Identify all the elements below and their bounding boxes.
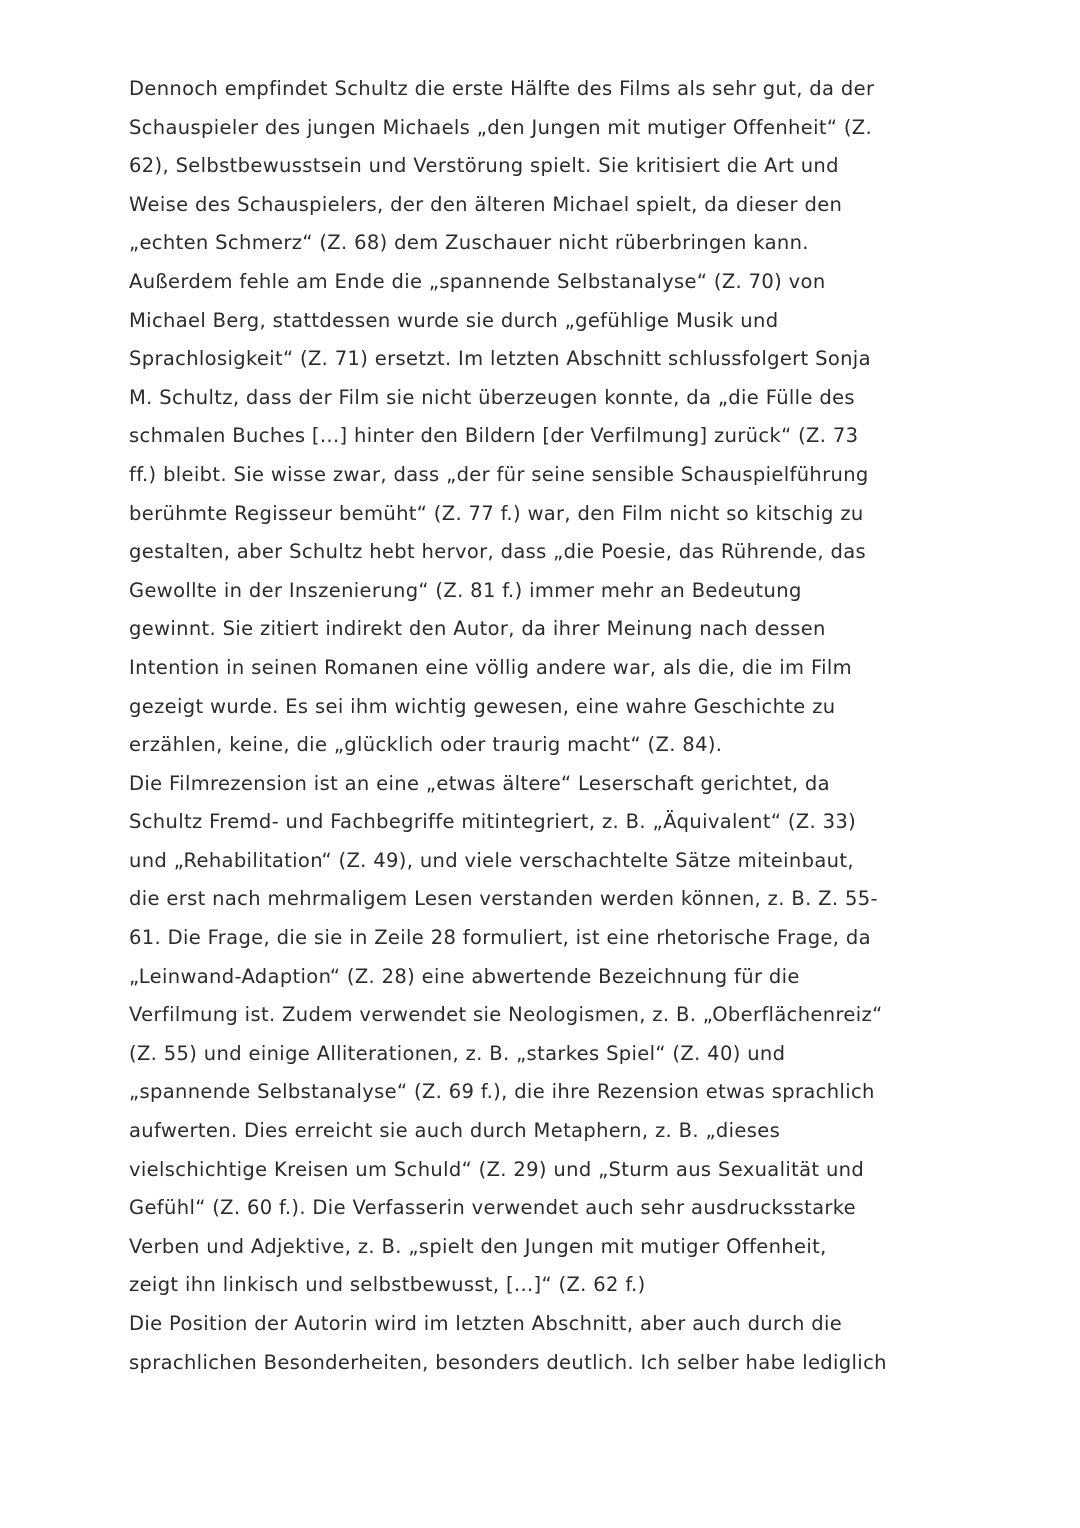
text-line: Weise des Schauspielers, der den älteren Michael spielt, da dieser den <box>129 192 843 216</box>
text-line: berühmte Regisseur bemüht“ (Z. 77 f.) war, den Film nicht so kitschig zu <box>129 501 864 525</box>
text-line: aufwerten. Dies erreicht sie auch durch Metaphern, z. B. „dieses <box>129 1119 781 1143</box>
text-line: Die Position der Autorin wird im letzten Abschnitt, aber auch durch die <box>129 1312 843 1335</box>
text-line: vielschichtige Kreisen um Schuld“ (Z. 29) und „Sturm aus Sexualität und <box>129 1157 865 1181</box>
text-line: 61. Die Frage, die sie in Zeile 28 formuliert, ist eine rhetorische Frage, da <box>129 926 871 950</box>
text-line: Dennoch empfindet Schultz die erste Hälfte des Films als sehr gut, da der <box>129 77 875 100</box>
text-line: Intention in seinen Romanen eine völlig andere war, als die, die im Film <box>129 655 852 679</box>
text-line: „spannende Selbstanalyse“ (Z. 69 f.), die ihre Rezension etwas sprachlich <box>129 1080 875 1104</box>
text-line: schmalen Buches [...] hinter den Bildern [der Verfilmung] zurück“ (Z. 73 <box>129 424 859 448</box>
text-line: und „Rehabilitation“ (Z. 49), und viele verschachtelte Sätze miteinbaut, <box>129 848 854 872</box>
text-line: Gefühl“ (Z. 60 f.). Die Verfasserin verwendet auch sehr ausdrucksstarke <box>129 1196 857 1220</box>
text-line: Schultz Fremd- und Fachbegriffe mitintegriert, z. B. „Äquivalent“ (Z. 33) <box>129 810 857 834</box>
body-text <box>129 70 959 1382</box>
text-line: 62), Selbstbewusstsein und Verstörung spielt. Sie kritisiert die Art und <box>129 154 839 178</box>
text-line: Verfilmung ist. Zudem verwendet sie Neologismen, z. B. „Oberflächenreiz“ <box>129 1003 883 1027</box>
text-line: sprachlichen Besonderheiten, besonders deutlich. Ich selber habe lediglich <box>129 1350 887 1374</box>
text-line: zeigt ihn linkisch und selbstbewusst, [...]“ (Z. 62 f.) <box>129 1273 646 1297</box>
text-line: Sprachlosigkeit“ (Z. 71) ersetzt. Im letzten Abschnitt schlussfolgert Sonja <box>129 347 871 371</box>
text-line: erzählen, keine, die „glücklich oder traurig macht“ (Z. 84). <box>129 733 723 757</box>
text-line: Die Filmrezension ist an eine „etwas ältere“ Leserschaft gerichtet, da <box>129 771 830 795</box>
text-line: gewinnt. Sie zitiert indirekt den Autor, da ihrer Meinung nach dessen <box>129 617 826 641</box>
text-line: Gewollte in der Inszenierung“ (Z. 81 f.) immer mehr an Bedeutung <box>129 578 802 602</box>
text-line: (Z. 55) und einige Alliterationen, z. B. „starkes Spiel“ (Z. 40) und <box>129 1041 786 1065</box>
text-line: Außerdem fehle am Ende die „spannende Selbstanalyse“ (Z. 70) von <box>129 269 826 293</box>
text-line: M. Schultz, dass der Film sie nicht überzeugen konnte, da „die Fülle des <box>129 385 855 409</box>
text-line: „Leinwand-Adaption“ (Z. 28) eine abwertende Bezeichnung für die <box>129 964 800 988</box>
text-line: ff.) bleibt. Sie wisse zwar, dass „der für seine sensible Schauspielführung <box>129 462 869 486</box>
text-line: „echten Schmerz“ (Z. 68) dem Zuschauer nicht rüberbringen kann. <box>129 231 809 255</box>
text-line: Schauspieler des jungen Michaels „den Jungen mit mutiger Offenheit“ (Z. <box>129 115 873 139</box>
text-line: Michael Berg, stattdessen wurde sie durch „gefühlige Musik und <box>129 308 779 332</box>
text-line: gezeigt wurde. Es sei ihm wichtig gewesen, eine wahre Geschichte zu <box>129 694 836 718</box>
text-line: die erst nach mehrmaligem Lesen verstanden werden können, z. B. Z. 55- <box>129 887 878 911</box>
text-line: Verben und Adjektive, z. B. „spielt den Jungen mit mutiger Offenheit, <box>129 1234 827 1258</box>
text-line: gestalten, aber Schultz hebt hervor, dass „die Poesie, das Rührende, das <box>129 540 867 564</box>
